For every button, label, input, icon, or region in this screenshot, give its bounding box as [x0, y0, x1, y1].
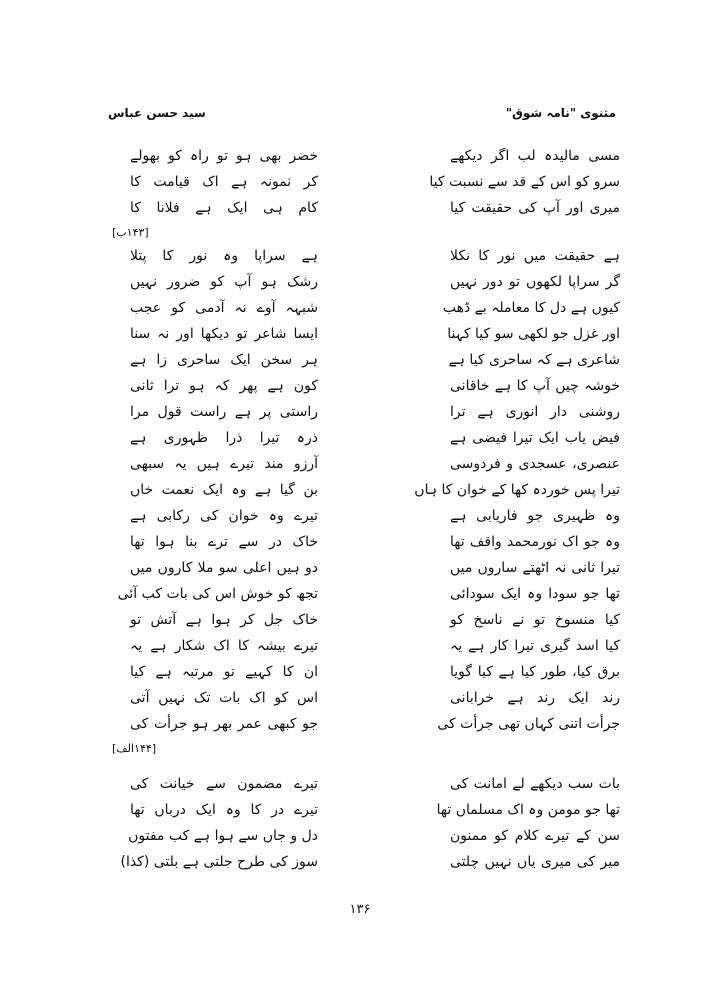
couplet-group-b [100, 248, 620, 742]
misra-first: میری اور آپ کی حقیقت کیا [450, 200, 620, 216]
couplet [100, 854, 620, 880]
couplet [100, 148, 620, 174]
misra-second: بن گیا ہے وہ ایک نعمت خاں [130, 482, 318, 498]
misra-second: کر نمونہ ہے اک قیامت کا [130, 174, 318, 190]
misra-second: تیرے بیشہ کا اک شکار ہے یہ [130, 638, 318, 654]
misra-first: میر کی میری یاں نہیں چلتی [450, 854, 620, 870]
couplet [100, 430, 620, 456]
couplet [100, 404, 620, 430]
misra-second: شبہہ آوے نہ آدمی کو عجب [130, 300, 318, 316]
author-name: سید حسن عباس [108, 106, 206, 120]
couplet [100, 326, 620, 352]
couplet [100, 586, 620, 612]
misra-first: بات سب دیکھے لے امانت کی [450, 776, 620, 792]
misra-second: سوز کی طرح جلتی ہے بلتی (کذا) [120, 854, 318, 870]
misra-second: خاک در سے ترے بنا ہوا تھا [130, 534, 318, 550]
couplet [100, 716, 620, 742]
misra-second: خاک جل کر ہوا ہے آتش تو [130, 612, 318, 628]
couplet [100, 352, 620, 378]
misra-second: جو کبھی عمر بھر ہو جرأت کی [130, 716, 318, 732]
spacer [100, 764, 620, 776]
couplet [100, 612, 620, 638]
couplet [100, 248, 620, 274]
misra-second: ہے سراپا وہ نور کا پتلا [130, 248, 318, 264]
misra-second: راستی پر ہے راست قول مرا [130, 404, 318, 420]
misra-first: وہ جو اک نورمحمد واقف تھا [450, 534, 620, 550]
misra-first: کیا منسوخ تو نے ناسخ کو [450, 612, 620, 628]
misra-second: رشک ہو آپ کو ضرور نہیں [130, 274, 318, 290]
misra-second: ان کا کہیے تو مرتبہ ہے کیا [130, 664, 318, 680]
misra-first: تھا جو مومن وہ اک مسلماں تھا [436, 802, 620, 818]
misra-second: کام ہی ایک ہے فلانا کا [130, 200, 318, 216]
misra-first: گر سراپا لکھوں تو دور نہیں [450, 274, 620, 290]
couplet-group-a [100, 148, 620, 226]
misra-first: شاعری ہے کہ ساحری کیا ہے [448, 352, 620, 368]
couplet [100, 560, 620, 586]
folio-marker-text: [۱۴۴الف] [112, 742, 157, 755]
misra-second: ہر سخن ایک ساحری زا ہے [130, 352, 318, 368]
misra-second: تیرے وہ خوان کی رکابی ہے [130, 508, 318, 524]
misra-first: برق کیا، طور کیا ہے کیا گویا [450, 664, 620, 680]
couplet-group-c [100, 776, 620, 880]
misra-first: تیرا ثانی نہ اٹھتے ساروں میں [450, 560, 620, 576]
couplet [100, 802, 620, 828]
couplet [100, 664, 620, 690]
couplet [100, 828, 620, 854]
poem-body [100, 148, 620, 880]
misra-first: سن کے تیرے کلام کو ممنون [450, 828, 620, 844]
couplet [100, 200, 620, 226]
misra-first: مسی مالیدہ لب اگر دیکھے [450, 148, 620, 164]
misra-second: اس کو اک بات تک نہیں آتی [130, 690, 318, 706]
page-number: ۱۳۶ [349, 902, 371, 917]
misra-second: تیرے مضمون سے خیانت کی [130, 776, 318, 792]
misra-first: ہے حقیقت میں نور کا نکلا [450, 248, 620, 264]
misra-second: تیرے در کا وہ ایک درباں تھا [130, 802, 318, 818]
misra-first: کیوں ہے دل کا معاملہ بے ڈھب [442, 300, 620, 316]
couplet [100, 300, 620, 326]
couplet [100, 508, 620, 534]
misra-second: ذرہ تیرا ذرا ظہوری ہے [130, 430, 318, 446]
folio-marker [100, 742, 620, 764]
couplet [100, 534, 620, 560]
couplet [100, 174, 620, 200]
couplet [100, 378, 620, 404]
misra-first: خوشہ چیں آپ کا ہے خاقانی [450, 378, 620, 394]
misra-second: تجھ کو خوش اس کی بات کب آئی [117, 586, 318, 602]
couplet [100, 456, 620, 482]
couplet [100, 638, 620, 664]
misra-second: خضر بھی ہو تو راہ کو بھولے [130, 148, 318, 164]
misra-first: فیض یاب ایک تیرا فیضی ہے [450, 430, 620, 446]
misra-second: آرزو مند تیرے ہیں یہ سبھی [130, 456, 318, 472]
couplet [100, 690, 620, 716]
misra-first: عنصری، عسجدی و فردوسی [450, 456, 620, 472]
folio-marker [100, 226, 620, 248]
misra-first: تیرا پس خوردہ کھا کے خوان کا ہاں [414, 482, 620, 498]
misra-first: روشنی دار انوری ہے ترا [450, 404, 620, 420]
misra-second: کون ہے پھر کہ ہو ترا ثانی [130, 378, 318, 394]
misra-first: رند ایک رند ہے خرابانی [450, 690, 620, 706]
misra-first: کیا اسد گیری تیرا کار ہے یہ [450, 638, 620, 654]
misra-first: وہ ظہیری جو فاریابی ہے [450, 508, 620, 524]
couplet [100, 482, 620, 508]
misra-first: تھا جو سودا وہ ایک سودائی [450, 586, 620, 602]
misra-first: سرو کو اس کے قد سے نسبت کیا [429, 174, 620, 190]
running-title: مثنوی "نامہ شوق" [505, 106, 616, 120]
misra-first: جرأت اتنی کہاں تھی جرأت کی [437, 716, 620, 732]
folio-marker-text: [۱۴۳ب] [112, 226, 149, 239]
couplet [100, 776, 620, 802]
misra-second: دو ہیں اعلی سو ملا کاروں میں [130, 560, 318, 576]
couplet [100, 274, 620, 300]
misra-second: دل و جاں سے ہوا ہے کب مفتوں [128, 828, 318, 844]
misra-second: ایسا شاعر تو دیکھا اور نہ سنا [130, 326, 318, 342]
misra-first: اور غزل جو لکھی سو کیا کہنا [447, 326, 620, 342]
